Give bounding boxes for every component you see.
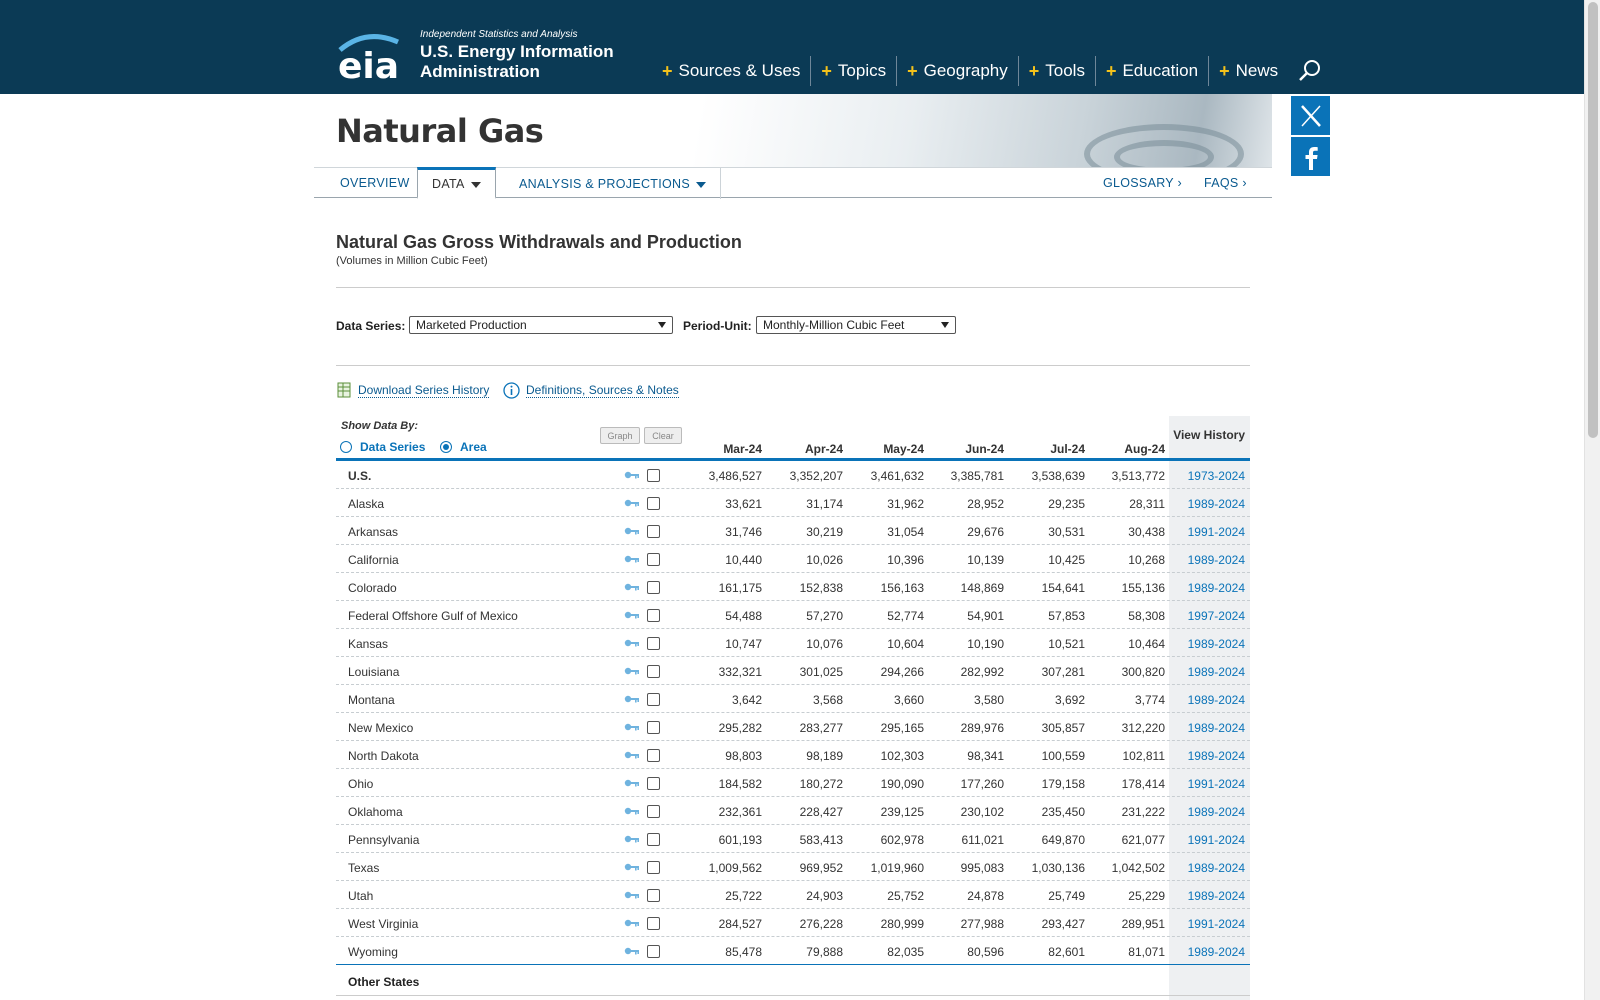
table-cell-value: 307,281 — [1041, 665, 1085, 679]
table-cell-value: 231,222 — [1121, 805, 1165, 819]
link-label: Download Series History — [358, 382, 490, 397]
data-series-value: Marketed Production — [416, 318, 527, 332]
other-states-heading: Other States — [348, 975, 420, 989]
table-cell-value: 3,692 — [1054, 693, 1085, 707]
row-area-name: U.S. — [348, 469, 372, 483]
tab-label: OVERVIEW — [340, 176, 410, 190]
row-select-checkbox[interactable] — [647, 833, 660, 846]
series-key-icon[interactable] — [624, 834, 640, 844]
table-cell-value: 102,303 — [880, 749, 924, 763]
x-twitter-icon — [1298, 103, 1324, 129]
plus-icon: + — [821, 60, 832, 81]
table-cell-value: 98,803 — [725, 749, 762, 763]
series-key-icon[interactable] — [624, 694, 640, 704]
row-select-checkbox[interactable] — [647, 581, 660, 594]
tab-label: DATA — [432, 176, 465, 191]
table-cell-value: 301,025 — [799, 665, 843, 679]
table-cell-value: 305,857 — [1041, 721, 1085, 735]
series-key-icon[interactable] — [624, 666, 640, 676]
series-key-icon[interactable] — [624, 582, 640, 592]
table-row — [336, 489, 1250, 517]
table-cell-value: 57,270 — [806, 609, 843, 623]
view-history-link[interactable]: 1991-2024 — [1187, 833, 1245, 847]
divider — [336, 995, 1250, 996]
nav-geography[interactable] — [897, 56, 1019, 86]
table-cell-value: 25,749 — [1048, 889, 1085, 903]
view-history-link[interactable]: 1989-2024 — [1187, 553, 1245, 567]
series-key-icon[interactable] — [624, 722, 640, 732]
table-cell-value: 3,568 — [812, 693, 843, 707]
row-select-checkbox[interactable] — [647, 945, 660, 958]
radio-button-selected — [440, 441, 452, 453]
table-cell-value: 30,438 — [1128, 525, 1165, 539]
table-cell-value: 79,888 — [806, 945, 843, 959]
view-history-link[interactable]: 1989-2024 — [1187, 805, 1245, 819]
chevron-down-icon — [941, 322, 949, 328]
table-cell-value: 10,268 — [1128, 553, 1165, 567]
table-cell-value: 10,521 — [1048, 637, 1085, 651]
view-history-link[interactable]: 1973-2024 — [1187, 469, 1245, 483]
table-cell-value: 583,413 — [799, 833, 843, 847]
nav-label: Topics — [837, 61, 887, 80]
table-cell-value: 82,601 — [1048, 945, 1085, 959]
table-cell-value: 80,596 — [967, 945, 1004, 959]
table-cell-value: 82,035 — [887, 945, 924, 959]
table-cell-value: 293,427 — [1041, 917, 1085, 931]
hero-banner — [314, 94, 1272, 167]
row-area-name: Louisiana — [348, 665, 400, 679]
table-cell-value: 3,580 — [973, 693, 1004, 707]
data-series-select[interactable] — [409, 316, 673, 334]
definitions-sources-notes-link[interactable] — [503, 382, 679, 399]
table-cell-value: 85,478 — [725, 945, 762, 959]
plus-icon: + — [1105, 60, 1117, 81]
column-header: Mar-24 — [723, 442, 762, 456]
table-cell-value: 25,229 — [1128, 889, 1165, 903]
table-cell-value: 239,125 — [880, 805, 924, 819]
tab-label: FAQS › — [1204, 176, 1247, 190]
table-cell-value: 52,774 — [887, 609, 924, 623]
nav-news[interactable] — [1209, 56, 1288, 86]
table-cell-value: 177,260 — [960, 777, 1004, 791]
row-area-name: Pennsylvania — [348, 833, 420, 847]
table-row — [336, 629, 1250, 657]
twitter-share-button[interactable] — [1291, 96, 1330, 135]
row-area-name: West Virginia — [348, 917, 419, 931]
series-key-icon[interactable] — [624, 862, 640, 872]
row-select-checkbox[interactable] — [647, 469, 660, 482]
main-nav — [652, 56, 1324, 86]
radio-data-series[interactable] — [340, 440, 425, 454]
nav-label: Tools — [1045, 61, 1085, 80]
table-title: Natural Gas Gross Withdrawals and Production — [336, 232, 742, 252]
table-cell-value: 98,189 — [806, 749, 843, 763]
table-cell-value: 3,352,207 — [789, 469, 843, 483]
view-history-link[interactable]: 1991-2024 — [1187, 525, 1245, 539]
search-icon[interactable] — [1296, 57, 1324, 85]
table-cell-value: 3,486,527 — [708, 469, 762, 483]
burner-image-decor — [1114, 140, 1214, 167]
nav-label: News — [1235, 61, 1279, 80]
tab-analysis-projections[interactable] — [505, 168, 721, 199]
table-cell-value: 10,464 — [1128, 637, 1165, 651]
scrollbar-thumb[interactable] — [1588, 2, 1598, 438]
download-series-history-link[interactable] — [336, 382, 489, 398]
table-cell-value: 1,009,562 — [708, 861, 762, 875]
table-cell-value: 190,090 — [880, 777, 924, 791]
tab-label: GLOSSARY › — [1103, 176, 1182, 190]
table-cell-value: 152,838 — [799, 581, 843, 595]
row-select-checkbox[interactable] — [647, 917, 660, 930]
table-cell-value: 3,385,781 — [950, 469, 1004, 483]
table-cell-value: 30,219 — [806, 525, 843, 539]
table-cell-value: 289,976 — [960, 721, 1004, 735]
page-scrollbar[interactable] — [1584, 0, 1600, 1000]
table-cell-value: 148,869 — [960, 581, 1004, 595]
table-cell-value: 161,175 — [718, 581, 762, 595]
table-cell-value: 10,076 — [806, 637, 843, 651]
table-cell-value: 3,660 — [893, 693, 924, 707]
page-title: Natural Gas — [336, 112, 544, 150]
tab-label: ANALYSIS & PROJECTIONS — [519, 176, 690, 191]
site-header — [0, 0, 1584, 94]
table-row — [336, 573, 1250, 601]
table-cell-value: 154,641 — [1041, 581, 1085, 595]
table-cell-value: 98,341 — [967, 749, 1004, 763]
view-history-link[interactable]: 1991-2024 — [1187, 777, 1245, 791]
series-key-icon[interactable] — [624, 890, 640, 900]
data-series-label: Data Series: — [336, 319, 406, 333]
plus-icon: + — [1028, 60, 1040, 81]
view-history-link[interactable]: 1989-2024 — [1187, 889, 1245, 903]
table-cell-value: 1,042,502 — [1111, 861, 1165, 875]
row-area-name: Texas — [348, 861, 380, 875]
view-history-link[interactable]: 1989-2024 — [1187, 721, 1245, 735]
table-cell-value: 31,054 — [887, 525, 924, 539]
column-header: Aug-24 — [1124, 442, 1165, 456]
row-select-checkbox[interactable] — [647, 805, 660, 818]
series-key-icon[interactable] — [624, 638, 640, 648]
row-area-name: Wyoming — [348, 945, 398, 959]
table-cell-value: 621,077 — [1121, 833, 1165, 847]
table-cell-value: 3,538,639 — [1031, 469, 1085, 483]
table-cell-value: 100,559 — [1041, 749, 1085, 763]
caret-down-icon — [471, 182, 481, 188]
series-key-icon[interactable] — [624, 554, 640, 564]
table-cell-value: 10,440 — [725, 553, 762, 567]
eia-logo[interactable] — [336, 26, 626, 86]
table-cell-value: 33,621 — [725, 497, 762, 511]
table-cell-value: 283,277 — [799, 721, 843, 735]
radio-area[interactable] — [440, 440, 487, 454]
column-header: May-24 — [883, 442, 924, 456]
table-cell-value: 54,901 — [967, 609, 1004, 623]
table-row — [336, 909, 1250, 937]
period-unit-value: Monthly-Million Cubic Feet — [763, 318, 905, 332]
series-key-icon[interactable] — [624, 498, 640, 508]
table-row — [336, 601, 1250, 629]
row-area-name: Arkansas — [348, 525, 399, 539]
view-history-link[interactable]: 1989-2024 — [1187, 749, 1245, 763]
row-area-name: Ohio — [348, 777, 374, 791]
row-select-checkbox[interactable] — [647, 693, 660, 706]
row-area-name: Utah — [348, 889, 374, 903]
clear-button[interactable]: Clear — [644, 427, 682, 444]
column-header: Jun-24 — [965, 442, 1004, 456]
table-cell-value: 30,531 — [1048, 525, 1085, 539]
table-cell-value: 54,488 — [725, 609, 762, 623]
row-area-name: New Mexico — [348, 721, 414, 735]
table-cell-value: 81,071 — [1128, 945, 1165, 959]
row-area-name: Colorado — [348, 581, 397, 595]
view-history-link[interactable]: 1989-2024 — [1187, 581, 1245, 595]
table-cell-value: 649,870 — [1041, 833, 1085, 847]
eia-logo-icon — [336, 30, 402, 82]
table-row — [336, 769, 1250, 797]
table-cell-value: 228,427 — [799, 805, 843, 819]
info-icon — [503, 382, 520, 399]
table-cell-value: 995,083 — [960, 861, 1004, 875]
row-select-checkbox[interactable] — [647, 553, 660, 566]
series-key-icon[interactable] — [624, 470, 640, 480]
link-faqs[interactable] — [1204, 168, 1247, 198]
table-cell-value: 28,311 — [1129, 497, 1165, 511]
table-row — [336, 741, 1250, 769]
row-area-name: North Dakota — [348, 749, 419, 763]
view-history-link[interactable]: 1997-2024 — [1187, 609, 1245, 623]
row-select-checkbox[interactable] — [647, 777, 660, 790]
table-cell-value: 1,030,136 — [1031, 861, 1085, 875]
table-cell-value: 276,228 — [799, 917, 843, 931]
table-cell-value: 10,396 — [887, 553, 924, 567]
table-cell-value: 289,951 — [1121, 917, 1165, 931]
view-history-link[interactable]: 1991-2024 — [1187, 917, 1245, 931]
row-select-checkbox[interactable] — [647, 749, 660, 762]
table-cell-value: 601,193 — [718, 833, 762, 847]
divider — [336, 287, 1250, 288]
spreadsheet-icon — [336, 382, 352, 398]
table-section-rule — [336, 964, 1250, 965]
table-cell-value: 58,308 — [1128, 609, 1165, 623]
view-history-link[interactable]: 1989-2024 — [1187, 693, 1245, 707]
row-area-name: Alaska — [348, 497, 385, 511]
show-data-by-label: Show Data By: — [341, 420, 419, 432]
table-cell-value: 294,266 — [880, 665, 924, 679]
series-key-icon[interactable] — [624, 806, 640, 816]
tab-overview[interactable] — [340, 168, 410, 198]
table-cell-value: 24,878 — [967, 889, 1004, 903]
row-select-checkbox[interactable] — [647, 525, 660, 538]
table-cell-value: 25,752 — [887, 889, 924, 903]
table-cell-value: 10,604 — [887, 637, 924, 651]
column-header: Apr-24 — [804, 442, 843, 456]
table-cell-value: 184,582 — [718, 777, 762, 791]
table-cell-value: 10,139 — [967, 553, 1004, 567]
plus-icon: + — [1219, 60, 1230, 81]
table-cell-value: 180,272 — [799, 777, 843, 791]
table-cell-value: 25,722 — [725, 889, 762, 903]
row-select-checkbox[interactable] — [647, 637, 660, 650]
series-key-icon[interactable] — [624, 918, 640, 928]
series-key-icon[interactable] — [624, 610, 640, 620]
period-unit-select[interactable] — [756, 316, 956, 334]
link-glossary[interactable] — [1103, 168, 1182, 198]
svg-text:eia: eia — [338, 46, 400, 82]
table-cell-value: 57,853 — [1048, 609, 1085, 623]
table-row — [336, 685, 1250, 713]
units-note: (Volumes in Million Cubic Feet) — [336, 255, 488, 267]
table-cell-value: 295,165 — [880, 721, 924, 735]
table-cell-value: 277,988 — [960, 917, 1004, 931]
table-cell-value: 178,414 — [1121, 777, 1165, 791]
caret-down-icon — [696, 182, 706, 188]
table-cell-value: 10,747 — [725, 637, 762, 651]
table-cell-value: 284,527 — [718, 917, 762, 931]
view-history-link[interactable]: 1989-2024 — [1187, 861, 1245, 875]
radio-label: Area — [460, 440, 487, 454]
table-cell-value: 155,136 — [1121, 581, 1165, 595]
table-row — [336, 517, 1250, 545]
row-area-name: Montana — [348, 693, 395, 707]
table-cell-value: 280,999 — [880, 917, 924, 931]
table-cell-value: 969,952 — [799, 861, 843, 875]
view-history-link[interactable]: 1989-2024 — [1187, 665, 1245, 679]
logo-tagline: Independent Statistics and Analysis — [420, 29, 578, 40]
row-select-checkbox[interactable] — [647, 665, 660, 678]
table-row — [336, 825, 1250, 853]
table-cell-value: 31,746 — [725, 525, 762, 539]
row-select-checkbox[interactable] — [647, 497, 660, 510]
radio-button — [340, 441, 352, 453]
nav-topics[interactable] — [811, 56, 897, 86]
table-row — [336, 797, 1250, 825]
table-cell-value: 1,019,960 — [870, 861, 924, 875]
table-cell-value: 24,903 — [806, 889, 843, 903]
table-row — [336, 545, 1250, 573]
table-cell-value: 31,174 — [806, 497, 843, 511]
table-row — [336, 461, 1250, 489]
view-history-link[interactable]: 1989-2024 — [1187, 945, 1245, 959]
table-cell-value: 10,026 — [806, 553, 843, 567]
row-select-checkbox[interactable] — [647, 609, 660, 622]
nav-tools[interactable] — [1019, 56, 1096, 86]
table-row — [336, 853, 1250, 881]
view-history-link[interactable]: 1989-2024 — [1187, 497, 1245, 511]
table-row — [336, 937, 1250, 965]
row-area-name: California — [348, 553, 399, 567]
nav-education[interactable] — [1096, 56, 1209, 86]
section-tabs — [314, 167, 1272, 198]
table-cell-value: 179,158 — [1041, 777, 1085, 791]
tab-data[interactable] — [417, 167, 496, 199]
column-header: Jul-24 — [1050, 442, 1085, 456]
series-key-icon[interactable] — [624, 946, 640, 956]
table-cell-value: 31,962 — [887, 497, 924, 511]
table-cell-value: 10,425 — [1048, 553, 1085, 567]
graph-button[interactable]: Graph — [600, 427, 640, 444]
table-cell-value: 3,642 — [731, 693, 762, 707]
series-key-icon[interactable] — [624, 750, 640, 760]
table-row — [336, 657, 1250, 685]
nav-sources-uses[interactable] — [652, 56, 811, 86]
period-unit-label: Period-Unit: — [683, 319, 752, 333]
table-cell-value: 29,235 — [1048, 497, 1085, 511]
table-cell-value: 28,952 — [967, 497, 1004, 511]
table-cell-value: 235,450 — [1041, 805, 1085, 819]
table-row — [336, 881, 1250, 909]
table-row — [336, 713, 1250, 741]
facebook-share-button[interactable] — [1291, 137, 1330, 176]
series-key-icon[interactable] — [624, 778, 640, 788]
plus-icon: + — [907, 60, 918, 81]
table-cell-value: 332,321 — [718, 665, 762, 679]
table-cell-value: 29,676 — [967, 525, 1004, 539]
row-select-checkbox[interactable] — [647, 721, 660, 734]
table-cell-value: 230,102 — [960, 805, 1004, 819]
view-history-header: View History — [1173, 428, 1245, 442]
table-cell-value: 602,978 — [880, 833, 924, 847]
series-key-icon[interactable] — [624, 526, 640, 536]
row-area-name: Oklahoma — [348, 805, 403, 819]
nav-label: Education — [1122, 61, 1199, 80]
table-cell-value: 156,163 — [880, 581, 924, 595]
chevron-down-icon — [658, 322, 666, 328]
logo-agency-name: U.S. Energy Information Administration — [420, 42, 614, 81]
link-label: Definitions, Sources & Notes — [526, 383, 679, 397]
table-cell-value: 3,774 — [1134, 693, 1165, 707]
divider — [336, 365, 1250, 366]
table-cell-value: 300,820 — [1121, 665, 1165, 679]
plus-icon: + — [662, 60, 673, 81]
nav-label: Geography — [923, 61, 1008, 80]
table-cell-value: 312,220 — [1121, 721, 1165, 735]
nav-label: Sources & Uses — [678, 61, 801, 80]
table-cell-value: 10,190 — [967, 637, 1004, 651]
table-cell-value: 3,513,772 — [1111, 469, 1165, 483]
row-area-name: Federal Offshore Gulf of Mexico — [348, 609, 518, 623]
radio-label: Data Series — [360, 440, 426, 454]
table-cell-value: 282,992 — [960, 665, 1004, 679]
table-cell-value: 102,811 — [1122, 749, 1165, 763]
row-area-name: Kansas — [348, 637, 389, 651]
table-cell-value: 232,361 — [718, 805, 762, 819]
row-select-checkbox[interactable] — [647, 889, 660, 902]
table-cell-value: 295,282 — [718, 721, 762, 735]
table-cell-value: 3,461,632 — [870, 469, 924, 483]
facebook-icon — [1298, 144, 1324, 170]
table-cell-value: 611,021 — [961, 833, 1004, 847]
row-select-checkbox[interactable] — [647, 861, 660, 874]
view-history-link[interactable]: 1989-2024 — [1187, 637, 1245, 651]
